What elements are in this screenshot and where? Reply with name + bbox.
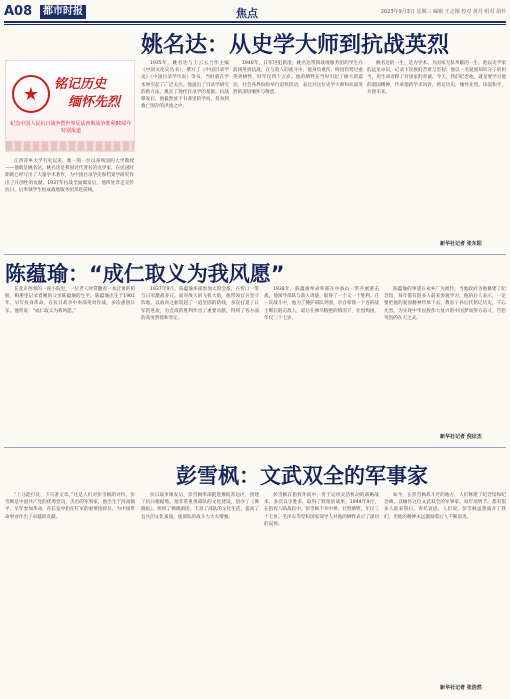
article-2-column-4: 陈蕴瑜的事迹在家乡广为流传，当地政府为他修建了纪念馆，每年都有很多人前来参观学习。他的后人表示，一定要把他的爱国精神传承下去，教育子孙后代铭记历史，不忘先烈，为实现中华民族伟大复兴的中国梦而努力奋斗，告慰英烈的在天之灵。	[384, 287, 506, 321]
article-2-column-3: 1938年，陈蕴瑜奉命率部在中条山一带开展游击战，他领导部队与敌人周旋，取得了一个又一个胜利。在一次战斗中，他为了掩护部队突围，亲自率领一个连的战士断后阻击敌人，最后在弹尽粮绝的情况下，壮烈殉国，年仅三十七岁。	[264, 287, 379, 321]
header-rule	[4, 21, 506, 23]
issue-meta: 2023年9月3日 星期三 编辑 王志刚 校对 黄丹 组对 胡杉	[380, 9, 506, 15]
article-2-byline: 新华社记者 倪征杰	[440, 434, 482, 440]
star-emblem-icon: ★	[12, 75, 50, 113]
article-1-column-3: 1940年，日军进犯新淦，姚名达带领战地服务团的学生在前线英勇抗敌，在与敌人的战斗中，他身负重伤，终因伤势过重英勇牺牲，时年仅四十五岁。他的牺牲在当时引起了极大的震动，社会各界纷纷举行追悼活动，表达对这位史学大师和抗战英烈的深切缅怀与敬意。	[233, 61, 363, 95]
page-header	[4, 3, 506, 23]
banner-subtitle: 纪念中国人民抗日战争暨世界反法西斯战争胜利80周年特别报道	[10, 121, 132, 134]
article-2-column-2: 1937年9月，陈蕴瑜率部参加太原会战，在忻口一带与日军激战多日。面对敌人的飞机大炮，他带领官兵坚守阵地，以血肉之躯筑起了一道坚固的防线，多次打退了日军的进攻，为会战的胜利作出了重要贡献，得到了各方面的高度赞扬和肯定。	[141, 287, 259, 321]
commemoration-banner	[5, 60, 135, 152]
article-3-title: 彭雪枫：文武双全的军事家	[176, 464, 428, 488]
article-3-column-3: 彭雪枫在指挥作战中，善于运用灵活机动的战略战术，多次以少胜多，取得了辉煌的战果。1944年9月，在指挥八路战役中，彭雪枫不幸中弹，壮烈牺牲，年仅三十七岁。毛泽东等党和国家领导人对他的牺牲表示了深切的哀悼。	[264, 493, 379, 527]
article-1-column-1: 江西萍乡大学有史以来，唯一的一位以身殉国的大学教授——他就是姚名达。姚名达是我国近代著名的史学家，在民国时期就已经写出了大量学术著作，为中国目录学史和档案学研究作出了开创性的贡献。1937年抗战全面爆发后，他四处奔走宣传抗日，后率领学生组成战地服务团奔赴前线。	[5, 159, 134, 193]
article-3-column-2: 抗日战争爆发后，彭雪枫率部挺进豫皖苏边区，创建了抗日根据地。他非常重视部队的文化建设，创办了《拂晓报》，组织了拂晓剧团，丰富了部队的文化生活，提高了官兵的文化素质，使部队的战斗力大大增强。	[141, 493, 259, 520]
article-separator	[4, 447, 506, 448]
article-3-column-1: “上马能打仗，下马著文章。”这是人们对彭雪枫的评价。彭雪枫是中国共产党的优秀党员，杰出的军事家，他出生于河南镇平，早年参加革命，在长征中担任红军的重要指挥员，为中国革命事业作出了卓越的贡献。	[5, 493, 135, 520]
article-2-column-1: 在北京西郊的一座小院里，一位老人时常翻看一本泛黄的相册，相册里记录着她的父亲陈蕴瑜的生平。陈蕴瑜出生于1901年，早年投身革命，在抗日战争中率部英勇作战，多次重创日军，他常说：“成仁取义为我风愿。”	[5, 287, 135, 314]
great-wall-graphic	[6, 141, 135, 151]
header-rule-thin	[4, 24, 506, 25]
article-2-title: 陈蕴瑜：“成仁取义为我风愿”	[5, 262, 285, 286]
banner-line-2: 缅怀先烈	[68, 95, 121, 110]
article-1-column-2: 1935年，姚名达与王云五合作主编《中国文化史丛书》，撰写了《中国目录学史》《中国目录学年表》等书，当时就在学术界引起了广泛关注。他提出了目录学研究的新方法，奠定了现代目录学的基础。抗战爆发后，他毅然放下书斋里的学问，投身到救亡图存的洪流之中。	[141, 61, 229, 110]
article-separator	[4, 254, 506, 255]
article-1-byline: 新华社记者 张东阳	[440, 241, 482, 247]
article-1-column-4: 姚名达的一生，是为学术、为国家无私奉献的一生。他以史学家的远见卓识，记录下民族的苦难与坚韧；他以一名爱国知识分子的担当，用生命诠释了对国家的赤诚。今天，我们纪念他，就是要学习他的爱国精神，传承他的学术风骨，铭记历史，缅怀先烈，珍爱和平，开创未来。	[367, 61, 506, 95]
article-3-column-4: 如今，在彭雪枫战斗过的地方，人们修建了纪念馆和纪念碑，以缅怀这位文武双全的军事家。每年清明节，都有很多人前来祭扫，寄托哀思。人们说，彭雪枫虽然离开了我们，但他的精神永远激励着后人不断前进。	[384, 493, 506, 520]
banner-line-1: 铭记历史	[54, 77, 107, 92]
page-number: A08	[4, 4, 33, 19]
section-name: 焦点	[236, 7, 258, 20]
article-1-title: 姚名达：从史学大师到抗战英烈	[141, 33, 450, 58]
article-3-byline: 新华社记者 张浩然	[440, 685, 482, 691]
newspaper-name: 都市时报	[40, 5, 86, 19]
